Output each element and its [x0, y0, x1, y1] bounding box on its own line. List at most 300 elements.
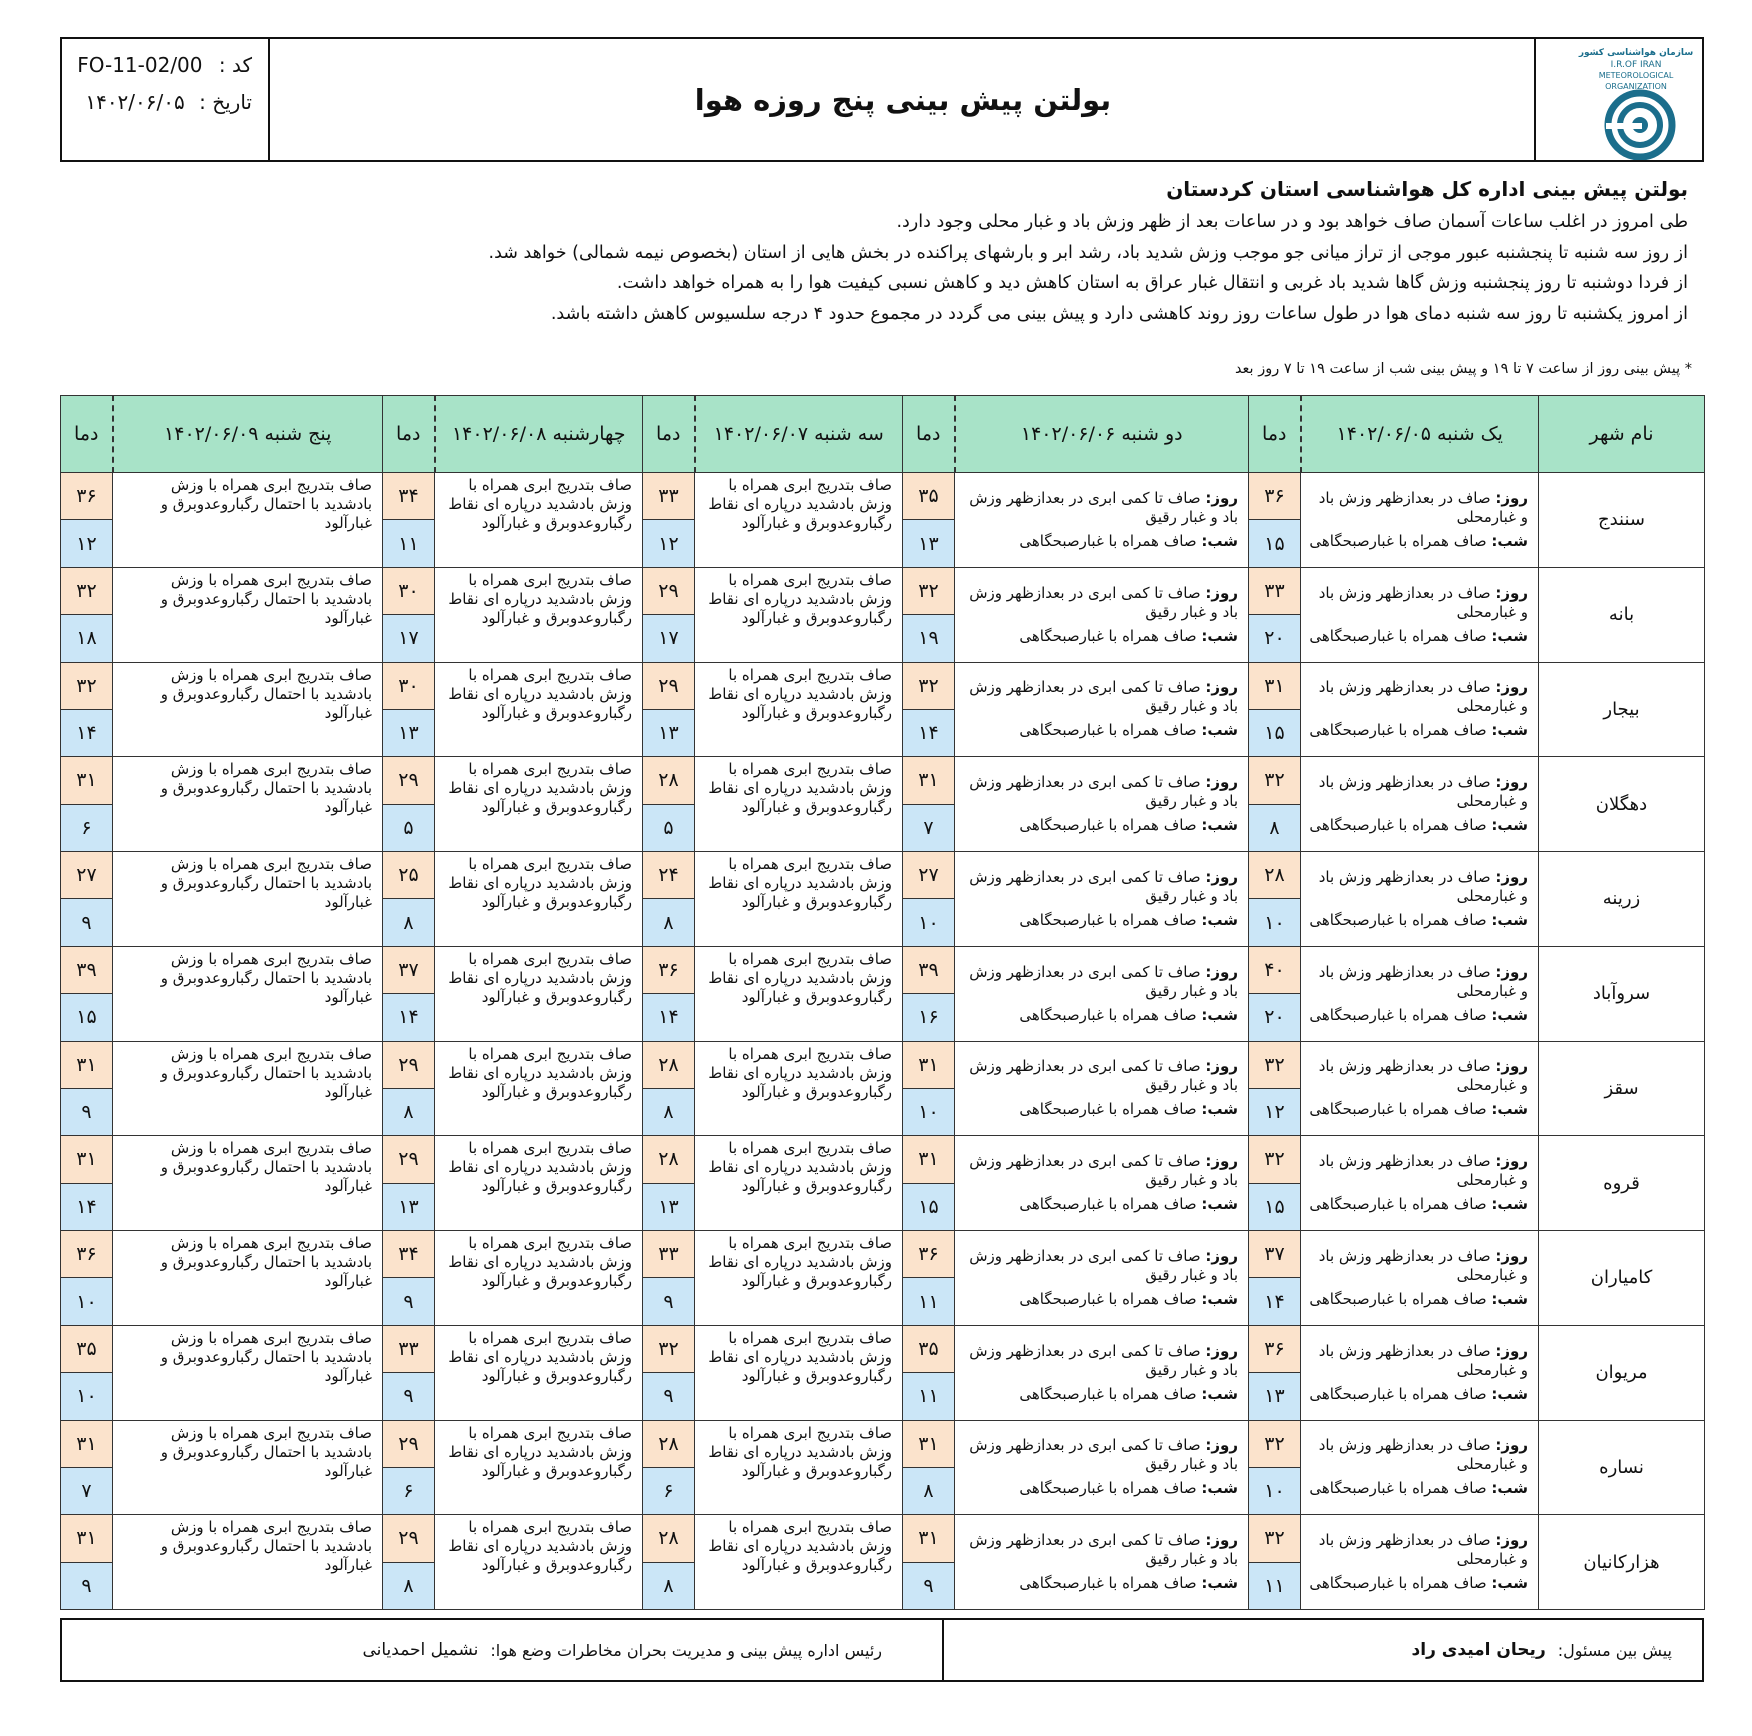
- table-row: [61, 1325, 1705, 1420]
- forecast-day-5: صاف بتدریج ابری همراه با وزش بادشدید با احتمال رگباروعدوبرق و غبارآلود: [113, 1420, 383, 1515]
- temperature-cell: [383, 1325, 435, 1420]
- temperature-cell: [1249, 757, 1301, 852]
- forecast-day-1: [1301, 852, 1539, 947]
- table-row: [61, 1136, 1705, 1231]
- temperature-cell: [903, 1515, 955, 1610]
- min-temperature: ۸: [643, 1089, 694, 1135]
- bulletin-title: بولتن پیش بینی پنج روزه هوا: [268, 39, 1536, 160]
- night-label: شب:: [1491, 721, 1528, 740]
- day-text: صاف در بعدازظهر وزش باد و غبارمحلی: [1318, 678, 1528, 716]
- forecast-day-2: [955, 567, 1249, 662]
- table-row: [61, 1515, 1705, 1610]
- max-temperature: ۲۹: [383, 1421, 434, 1468]
- temperature-cell: [383, 1515, 435, 1610]
- date-line: [85, 90, 252, 114]
- temperature-box: [61, 1326, 112, 1420]
- forecast-day-5: صاف بتدریج ابری همراه با وزش بادشدید با احتمال رگباروعدوبرق و غبارآلود: [113, 1231, 383, 1326]
- min-temperature: ۱۹: [903, 615, 954, 661]
- date-label: تاریخ :: [199, 90, 252, 114]
- night-text: صاف همراه با غبارصبحگاهی: [1019, 1574, 1197, 1593]
- max-temperature: ۲۸: [643, 1042, 694, 1089]
- max-temperature: ۲۷: [903, 852, 954, 899]
- day-label: روز:: [1495, 1246, 1528, 1265]
- temperature-box: [903, 663, 954, 757]
- min-temperature: ۵: [383, 805, 434, 851]
- temperature-cell: [1249, 1420, 1301, 1515]
- temperature-box: [903, 852, 954, 946]
- head-of-office-box: [62, 1620, 944, 1680]
- forecast-day-5: صاف بتدریج ابری همراه با وزش بادشدید با احتمال رگباروعدوبرق و غبارآلود: [113, 852, 383, 947]
- temperature-box: [61, 757, 112, 851]
- night-forecast: [1307, 1290, 1528, 1309]
- day-label: روز:: [1205, 1246, 1238, 1265]
- temperature-cell: [1249, 567, 1301, 662]
- forecast-day-2: [955, 1420, 1249, 1515]
- forecast-day-1: [1301, 1515, 1539, 1610]
- city-name: مریوان: [1539, 1325, 1705, 1420]
- min-temperature: ۱۴: [643, 994, 694, 1040]
- forecast-day-2: [955, 946, 1249, 1041]
- temperature-box: [903, 757, 954, 851]
- min-temperature: ۲۰: [1249, 615, 1300, 661]
- max-temperature: ۳۲: [903, 663, 954, 710]
- temperature-box: [61, 568, 112, 662]
- temperature-cell: [643, 1515, 695, 1610]
- temperature-cell: [61, 567, 113, 662]
- max-temperature: ۳۲: [903, 568, 954, 615]
- forecast-day-5: صاف بتدریج ابری همراه با وزش بادشدید با احتمال رگباروعدوبرق و غبارآلود: [113, 1041, 383, 1136]
- night-text: صاف همراه با غبارصبحگاهی: [1019, 1384, 1197, 1403]
- day-label: روز:: [1495, 962, 1528, 981]
- max-temperature: ۲۸: [643, 1515, 694, 1562]
- temperature-box: [903, 1326, 954, 1420]
- temp-header-2: دما: [903, 396, 955, 473]
- max-temperature: ۳۰: [383, 568, 434, 615]
- forecast-day-3: صاف بتدریج ابری همراه با وزش بادشدید درپاره ای نقاط رگباروعدوبرق و غبارآلود: [695, 567, 903, 662]
- min-temperature: ۱۷: [643, 615, 694, 661]
- min-temperature: ۹: [643, 1278, 694, 1324]
- day-forecast: [961, 1531, 1238, 1569]
- day-label: روز:: [1205, 773, 1238, 792]
- min-temperature: ۸: [903, 1468, 954, 1514]
- night-text: صاف همراه با غبارصبحگاهی: [1019, 721, 1197, 740]
- max-temperature: ۳۵: [903, 1326, 954, 1373]
- max-temperature: ۲۹: [643, 663, 694, 710]
- forecast-day-1: [1301, 1325, 1539, 1420]
- temperature-box: [1249, 1231, 1300, 1325]
- max-temperature: ۳۱: [903, 1042, 954, 1089]
- max-temperature: ۳۱: [61, 1421, 112, 1468]
- night-text: صاف همراه با غبارصبحگاهی: [1309, 816, 1487, 835]
- forecast-day-4: صاف بتدریج ابری همراه با وزش بادشدید درپاره ای نقاط رگباروعدوبرق و غبارآلود: [435, 662, 643, 757]
- day-label: روز:: [1495, 678, 1528, 697]
- max-temperature: ۳۱: [61, 1042, 112, 1089]
- temperature-box: [383, 1042, 434, 1136]
- night-label: شب:: [1201, 1100, 1238, 1119]
- min-temperature: ۱۵: [61, 994, 112, 1040]
- day-label: روز:: [1495, 488, 1528, 507]
- min-temperature: ۹: [903, 1563, 954, 1609]
- day-forecast: [961, 1057, 1238, 1095]
- night-forecast: [1307, 1385, 1528, 1404]
- temperature-cell: [61, 1136, 113, 1231]
- night-text: صاف همراه با غبارصبحگاهی: [1019, 816, 1197, 835]
- max-temperature: ۴۰: [1249, 947, 1300, 994]
- temperature-cell: [61, 852, 113, 947]
- min-temperature: ۱۲: [61, 520, 112, 566]
- min-temperature: ۱۷: [383, 615, 434, 661]
- min-temperature: ۹: [61, 1563, 112, 1609]
- forecast-day-4: صاف بتدریج ابری همراه با وزش بادشدید درپاره ای نقاط رگباروعدوبرق و غبارآلود: [435, 1231, 643, 1326]
- max-temperature: ۳۲: [1249, 1421, 1300, 1468]
- max-temperature: ۲۹: [383, 1136, 434, 1183]
- forecast-day-2: [955, 1325, 1249, 1420]
- city-name: سروآباد: [1539, 946, 1705, 1041]
- temperature-cell: [61, 1420, 113, 1515]
- forecast-day-2: [955, 757, 1249, 852]
- day-forecast: [961, 1247, 1238, 1285]
- temperature-cell: [903, 473, 955, 568]
- city-name: هزارکانیان: [1539, 1515, 1705, 1610]
- table-row: [61, 946, 1705, 1041]
- day-forecast: [961, 868, 1238, 906]
- max-temperature: ۳۱: [1249, 663, 1300, 710]
- logo-name-fa: سازمان هواشناسی کشور: [1578, 48, 1694, 58]
- forecast-day-5: صاف بتدریج ابری همراه با وزش بادشدید با احتمال رگباروعدوبرق و غبارآلود: [113, 757, 383, 852]
- head-name: نشمیل احمدیانی: [362, 1640, 479, 1660]
- day-label: روز:: [1495, 1152, 1528, 1171]
- night-text: صاف همراه با غبارصبحگاهی: [1019, 626, 1197, 645]
- temperature-box: [903, 1231, 954, 1325]
- night-forecast: [961, 1006, 1238, 1025]
- min-temperature: ۱۲: [1249, 1089, 1300, 1135]
- forecast-day-4: صاف بتدریج ابری همراه با وزش بادشدید درپاره ای نقاط رگباروعدوبرق و غبارآلود: [435, 757, 643, 852]
- forecast-day-4: صاف بتدریج ابری همراه با وزش بادشدید درپاره ای نقاط رگباروعدوبرق و غبارآلود: [435, 1041, 643, 1136]
- forecast-day-1: [1301, 1136, 1539, 1231]
- temp-header-3: دما: [643, 396, 695, 473]
- max-temperature: ۳۴: [383, 1231, 434, 1278]
- night-label: شب:: [1491, 1574, 1528, 1593]
- day-text: صاف تا کمی ابری در بعدازظهر وزش باد و غبار رقیق: [969, 962, 1238, 1000]
- temperature-cell: [61, 473, 113, 568]
- forecast-day-4: صاف بتدریج ابری همراه با وزش بادشدید درپاره ای نقاط رگباروعدوبرق و غبارآلود: [435, 473, 643, 568]
- day-text: صاف تا کمی ابری در بعدازظهر وزش باد و غبار رقیق: [969, 1057, 1238, 1095]
- logo-line-2: METEOROLOGICAL: [1598, 71, 1674, 80]
- min-temperature: ۹: [61, 1089, 112, 1135]
- night-label: شب:: [1491, 1479, 1528, 1498]
- temperature-cell: [383, 757, 435, 852]
- night-text: صاف همراه با غبارصبحگاهی: [1019, 910, 1197, 929]
- night-label: شب:: [1201, 1289, 1238, 1308]
- forecast-day-3: صاف بتدریج ابری همراه با وزش بادشدید درپاره ای نقاط رگباروعدوبرق و غبارآلود: [695, 946, 903, 1041]
- forecast-day-1: [1301, 1041, 1539, 1136]
- head-label: رئیس اداره پیش بینی و مدیریت بحران مخاطرات وضع هوا:: [490, 1640, 882, 1660]
- temperature-cell: [643, 757, 695, 852]
- max-temperature: ۳۲: [1249, 757, 1300, 804]
- max-temperature: ۳۹: [903, 947, 954, 994]
- min-temperature: ۶: [383, 1468, 434, 1514]
- day-text: صاف تا کمی ابری در بعدازظهر وزش باد و غبار رقیق: [969, 678, 1238, 716]
- night-label: شب:: [1491, 531, 1528, 550]
- table-row: [61, 757, 1705, 852]
- night-label: شب:: [1491, 626, 1528, 645]
- day-forecast: [1307, 773, 1528, 811]
- min-temperature: ۱۳: [383, 1184, 434, 1230]
- temperature-cell: [643, 852, 695, 947]
- min-temperature: ۱۳: [903, 520, 954, 566]
- intro-paragraph-3: از فردا دوشنبه تا روز پنجشنبه وزش گاها شدید باد غربی و انتقال غبار عراق به استان کاهش دید و کاهش نسبی کیفیت هوا را به همراه خواهد داشت.: [616, 273, 1688, 293]
- day-label: روز:: [1205, 488, 1238, 507]
- temperature-cell: [1249, 1136, 1301, 1231]
- day-text: صاف تا کمی ابری در بعدازظهر وزش باد و غبار رقیق: [969, 1341, 1238, 1379]
- forecast-day-1: [1301, 662, 1539, 757]
- temperature-cell: [1249, 473, 1301, 568]
- temp-header-1: دما: [1249, 396, 1301, 473]
- max-temperature: ۳۱: [903, 1421, 954, 1468]
- min-temperature: ۱۰: [61, 1278, 112, 1324]
- table-row: [61, 852, 1705, 947]
- forecast-day-4: صاف بتدریج ابری همراه با وزش بادشدید درپاره ای نقاط رگباروعدوبرق و غبارآلود: [435, 567, 643, 662]
- min-temperature: ۸: [383, 1089, 434, 1135]
- day-label: روز:: [1495, 1436, 1528, 1455]
- temperature-cell: [1249, 1041, 1301, 1136]
- night-text: صاف همراه با غبارصبحگاهی: [1019, 1195, 1197, 1214]
- min-temperature: ۱۳: [643, 710, 694, 756]
- city-name: دهگلان: [1539, 757, 1705, 852]
- temperature-box: [643, 1326, 694, 1420]
- day-label: روز:: [1205, 1152, 1238, 1171]
- night-text: صاف همراه با غبارصبحگاهی: [1309, 910, 1487, 929]
- night-forecast: [1307, 1479, 1528, 1498]
- night-label: شب:: [1201, 1005, 1238, 1024]
- temperature-box: [383, 852, 434, 946]
- night-text: صاف همراه با غبارصبحگاهی: [1309, 1195, 1487, 1214]
- logo-line-1: I.R.OF IRAN: [1610, 60, 1662, 70]
- forecast-day-5: صاف بتدریج ابری همراه با وزش بادشدید با احتمال رگباروعدوبرق و غبارآلود: [113, 473, 383, 568]
- temperature-cell: [383, 662, 435, 757]
- city-name: سقز: [1539, 1041, 1705, 1136]
- logo-line-3: ORGANIZATION: [1605, 82, 1667, 91]
- forecast-day-3: صاف بتدریج ابری همراه با وزش بادشدید درپاره ای نقاط رگباروعدوبرق و غبارآلود: [695, 1420, 903, 1515]
- day-forecast: [961, 1342, 1238, 1380]
- night-forecast: [961, 1385, 1238, 1404]
- min-temperature: ۱۲: [643, 520, 694, 566]
- temperature-cell: [643, 1325, 695, 1420]
- min-temperature: ۱۰: [1249, 1468, 1300, 1514]
- max-temperature: ۳۹: [61, 947, 112, 994]
- day-text: صاف تا کمی ابری در بعدازظهر وزش باد و غبار رقیق: [969, 1436, 1238, 1474]
- min-temperature: ۱۰: [903, 1089, 954, 1135]
- temperature-cell: [1249, 1515, 1301, 1610]
- forecast-day-2: [955, 1041, 1249, 1136]
- max-temperature: ۳۲: [61, 663, 112, 710]
- day-header-1: یک شنبه ۱۴۰۲/۰۶/۰۵: [1301, 396, 1539, 473]
- min-temperature: ۱۴: [61, 1184, 112, 1230]
- night-forecast: [961, 1100, 1238, 1119]
- temperature-cell: [61, 1325, 113, 1420]
- intro-paragraph-2: از روز سه شنبه تا پنجشنبه عبور موجی از تراز میانی جو موجب وزش شدید باد، رشد ابر و بارشهای پراکنده در بخش هایی از استان (بخصوص نیمه شمالی) خواهد شد.: [488, 242, 1688, 263]
- day-text: صاف در بعدازظهر وزش باد و غبارمحلی: [1318, 773, 1528, 811]
- night-label: شب:: [1201, 816, 1238, 835]
- day-forecast: [1307, 1152, 1528, 1190]
- day-text: صاف در بعدازظهر وزش باد و غبارمحلی: [1318, 867, 1528, 905]
- night-forecast: [1307, 816, 1528, 835]
- temperature-cell: [61, 757, 113, 852]
- min-temperature: ۱۳: [1249, 1373, 1300, 1419]
- intro-title: بولتن پیش بینی اداره کل هواشناسی استان کردستان: [1166, 177, 1688, 201]
- forecast-day-3: صاف بتدریج ابری همراه با وزش بادشدید درپاره ای نقاط رگباروعدوبرق و غبارآلود: [695, 1231, 903, 1326]
- night-text: صاف همراه با غبارصبحگاهی: [1309, 1479, 1487, 1498]
- day-forecast: [1307, 584, 1528, 622]
- night-text: صاف همراه با غبارصبحگاهی: [1019, 1100, 1197, 1119]
- max-temperature: ۳۵: [61, 1326, 112, 1373]
- min-temperature: ۶: [61, 805, 112, 851]
- night-label: شب:: [1201, 1384, 1238, 1403]
- max-temperature: ۳۲: [1249, 1136, 1300, 1183]
- max-temperature: ۳۲: [643, 1326, 694, 1373]
- intro-paragraph-1: طی امروز در اغلب ساعات آسمان صاف خواهد بود و در ساعات بعد از ظهر وزش باد و غبار محلی وجود دارد.: [896, 212, 1688, 232]
- forecast-day-1: [1301, 473, 1539, 568]
- night-text: صاف همراه با غبارصبحگاهی: [1309, 531, 1487, 550]
- temperature-box: [1249, 1421, 1300, 1515]
- temperature-cell: [643, 1041, 695, 1136]
- city-header: نام شهر: [1539, 396, 1705, 473]
- temperature-cell: [383, 1041, 435, 1136]
- max-temperature: ۳۷: [383, 947, 434, 994]
- max-temperature: ۳۳: [383, 1326, 434, 1373]
- forecast-table-body: [61, 473, 1705, 1610]
- forecast-day-5: صاف بتدریج ابری همراه با وزش بادشدید با احتمال رگباروعدوبرق و غبارآلود: [113, 567, 383, 662]
- temperature-cell: [1249, 1325, 1301, 1420]
- day-label: روز:: [1495, 583, 1528, 602]
- day-forecast: [1307, 1342, 1528, 1380]
- night-label: شب:: [1201, 626, 1238, 645]
- night-text: صاف همراه با غبارصبحگاهی: [1019, 531, 1197, 550]
- temperature-box: [1249, 1136, 1300, 1230]
- temperature-box: [61, 663, 112, 757]
- max-temperature: ۳۶: [643, 947, 694, 994]
- day-forecast: [961, 1152, 1238, 1190]
- night-label: شب:: [1491, 1100, 1528, 1119]
- temperature-box: [903, 1042, 954, 1136]
- temperature-box: [61, 852, 112, 946]
- max-temperature: ۳۴: [383, 473, 434, 520]
- temperature-cell: [1249, 662, 1301, 757]
- night-label: شب:: [1201, 1479, 1238, 1498]
- temperature-box: [1249, 1326, 1300, 1420]
- night-text: صاف همراه با غبارصبحگاهی: [1309, 1100, 1487, 1119]
- forecast-day-2: [955, 852, 1249, 947]
- temperature-box: [643, 852, 694, 946]
- min-temperature: ۱۵: [1249, 520, 1300, 566]
- max-temperature: ۳۱: [903, 1515, 954, 1562]
- intro-paragraph-4: از امروز یکشنبه تا روز سه شنبه دمای هوا در طول ساعات روز روند کاهشی دارد و پیش بینی می گردد در مجموع حدود ۴ درجه سلسیوس کاهش داشته باشد.: [550, 303, 1688, 324]
- day-text: صاف در بعدازظهر وزش باد و غبارمحلی: [1318, 962, 1528, 1000]
- min-temperature: ۹: [383, 1373, 434, 1419]
- max-temperature: ۲۹: [383, 1042, 434, 1089]
- temperature-cell: [903, 757, 955, 852]
- forecast-day-1: [1301, 757, 1539, 852]
- min-temperature: ۱۱: [903, 1278, 954, 1324]
- temperature-cell: [903, 1041, 955, 1136]
- max-temperature: ۲۹: [643, 568, 694, 615]
- forecast-day-2: [955, 473, 1249, 568]
- night-label: شب:: [1491, 816, 1528, 835]
- night-text: صاف همراه با غبارصبحگاهی: [1309, 626, 1487, 645]
- temperature-box: [1249, 947, 1300, 1041]
- max-temperature: ۳۱: [903, 1136, 954, 1183]
- temperature-cell: [643, 473, 695, 568]
- logo-cell: [1534, 39, 1702, 160]
- night-label: شب:: [1201, 531, 1238, 550]
- min-temperature: ۸: [383, 1563, 434, 1609]
- day-label: روز:: [1205, 962, 1238, 981]
- min-temperature: ۱۰: [1249, 899, 1300, 945]
- day-text: صاف تا کمی ابری در بعدازظهر وزش باد و غبار رقیق: [969, 1531, 1238, 1569]
- min-temperature: ۱۱: [903, 1373, 954, 1419]
- day-forecast: [1307, 1247, 1528, 1285]
- night-label: شب:: [1491, 1384, 1528, 1403]
- forecast-day-1: [1301, 567, 1539, 662]
- day-forecast: [961, 489, 1238, 527]
- max-temperature: ۳۲: [1249, 1515, 1300, 1562]
- temperature-cell: [383, 1231, 435, 1326]
- max-temperature: ۲۵: [383, 852, 434, 899]
- forecast-day-4: صاف بتدریج ابری همراه با وزش بادشدید درپاره ای نقاط رگباروعدوبرق و غبارآلود: [435, 946, 643, 1041]
- min-temperature: ۸: [643, 1563, 694, 1609]
- night-forecast: [961, 627, 1238, 646]
- temperature-box: [61, 473, 112, 567]
- max-temperature: ۳۲: [1249, 1042, 1300, 1089]
- temperature-box: [903, 1136, 954, 1230]
- night-text: صاف همراه با غبارصبحگاهی: [1309, 1005, 1487, 1024]
- temp-header-4: دما: [383, 396, 435, 473]
- night-forecast: [961, 1195, 1238, 1214]
- min-temperature: ۱۰: [903, 899, 954, 945]
- min-temperature: ۶: [643, 1468, 694, 1514]
- night-forecast: [961, 1479, 1238, 1498]
- bulletin-footer: [60, 1618, 1704, 1682]
- max-temperature: ۳۶: [1249, 1326, 1300, 1373]
- min-temperature: ۱۴: [383, 994, 434, 1040]
- temperature-cell: [643, 1231, 695, 1326]
- min-temperature: ۱۱: [383, 520, 434, 566]
- temperature-box: [61, 1136, 112, 1230]
- temperature-cell: [903, 662, 955, 757]
- table-row: [61, 1231, 1705, 1326]
- max-temperature: ۳۳: [643, 473, 694, 520]
- day-text: صاف تا کمی ابری در بعدازظهر وزش باد و غبار رقیق: [969, 1246, 1238, 1284]
- temperature-box: [1249, 663, 1300, 757]
- max-temperature: ۲۷: [61, 852, 112, 899]
- temperature-box: [61, 1231, 112, 1325]
- temperature-cell: [643, 567, 695, 662]
- temperature-box: [1249, 1042, 1300, 1136]
- temperature-box: [903, 1421, 954, 1515]
- day-label: روز:: [1205, 1057, 1238, 1076]
- bulletin-header: [60, 37, 1704, 162]
- temperature-box: [643, 1042, 694, 1136]
- temperature-box: [1249, 473, 1300, 567]
- night-text: صاف همراه با غبارصبحگاهی: [1309, 1289, 1487, 1308]
- temperature-box: [643, 1421, 694, 1515]
- forecast-day-4: صاف بتدریج ابری همراه با وزش بادشدید درپاره ای نقاط رگباروعدوبرق و غبارآلود: [435, 1325, 643, 1420]
- temperature-cell: [383, 567, 435, 662]
- night-forecast: [961, 532, 1238, 551]
- max-temperature: ۳۳: [643, 1231, 694, 1278]
- forecaster-box: [852, 1620, 1702, 1680]
- day-label: روز:: [1495, 1341, 1528, 1360]
